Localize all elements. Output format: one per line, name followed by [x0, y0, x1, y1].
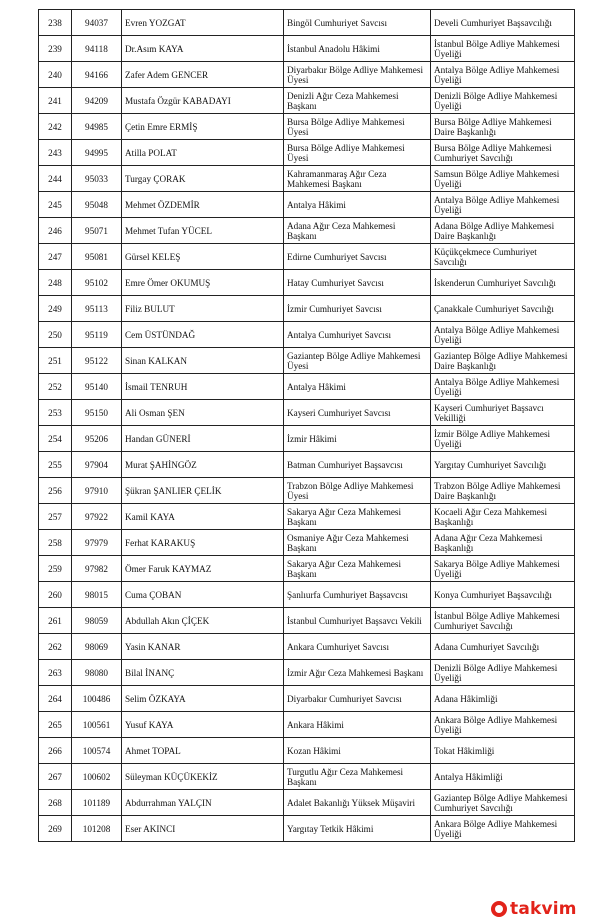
row-number: 260: [39, 582, 72, 608]
table-body: [39, 10, 575, 842]
row-number: 251: [39, 348, 72, 374]
new-post: İskenderun Cumhuriyet Savcılığı: [431, 270, 575, 296]
new-post: Adana Ağır Ceza Mahkemesi Başkanlığı: [431, 530, 575, 556]
current-post: Kayseri Cumhuriyet Savcısı: [284, 400, 431, 426]
current-post: Osmaniye Ağır Ceza Mahkemesi Başkanı: [284, 530, 431, 556]
row-number: 239: [39, 36, 72, 62]
new-post: Denizli Bölge Adliye Mahkemesi Üyeliği: [431, 660, 575, 686]
person-name: Ömer Faruk KAYMAZ: [122, 556, 284, 582]
person-name: Mehmet ÖZDEMİR: [122, 192, 284, 218]
new-post: İzmir Bölge Adliye Mahkemesi Üyeliği: [431, 426, 575, 452]
table-row: [39, 556, 575, 582]
new-post: Antalya Bölge Adliye Mahkemesi Üyeliği: [431, 62, 575, 88]
new-post: Antalya Hâkimliği: [431, 764, 575, 790]
current-post: Kozan Hâkimi: [284, 738, 431, 764]
registry-number: 95048: [72, 192, 122, 218]
table-row: [39, 686, 575, 712]
row-number: 267: [39, 764, 72, 790]
current-post: Bursa Bölge Adliye Mahkemesi Üyesi: [284, 140, 431, 166]
row-number: 246: [39, 218, 72, 244]
registry-number: 95071: [72, 218, 122, 244]
new-post: Tokat Hâkimliği: [431, 738, 575, 764]
current-post: Adana Ağır Ceza Mahkemesi Başkanı: [284, 218, 431, 244]
registry-number: 100574: [72, 738, 122, 764]
registry-number: 94166: [72, 62, 122, 88]
row-number: 244: [39, 166, 72, 192]
current-post: Şanlıurfa Cumhuriyet Başsavcısı: [284, 582, 431, 608]
registry-number: 95206: [72, 426, 122, 452]
current-post: Ankara Cumhuriyet Savcısı: [284, 634, 431, 660]
table-row: [39, 10, 575, 36]
registry-number: 100486: [72, 686, 122, 712]
table-row: [39, 816, 575, 842]
table-row: [39, 582, 575, 608]
row-number: 245: [39, 192, 72, 218]
registry-number: 95113: [72, 296, 122, 322]
new-post: Bursa Bölge Adliye Mahkemesi Cumhuriyet Savcılığı: [431, 140, 575, 166]
new-post: İstanbul Bölge Adliye Mahkemesi Cumhuriyet Savcılığı: [431, 608, 575, 634]
new-post: Denizli Bölge Adliye Mahkemesi Üyeliği: [431, 88, 575, 114]
registry-number: 100561: [72, 712, 122, 738]
row-number: 253: [39, 400, 72, 426]
current-post: İstanbul Anadolu Hâkimi: [284, 36, 431, 62]
registry-number: 94985: [72, 114, 122, 140]
takvim-logo-icon: [491, 901, 507, 917]
person-name: Süleyman KÜÇÜKEKİZ: [122, 764, 284, 790]
new-post: Adana Hâkimliği: [431, 686, 575, 712]
registry-number: 98080: [72, 660, 122, 686]
registry-number: 98069: [72, 634, 122, 660]
new-post: Antalya Bölge Adliye Mahkemesi Üyeliği: [431, 192, 575, 218]
new-post: Kayseri Cumhuriyet Başsavcı Vekilliği: [431, 400, 575, 426]
registry-number: 97982: [72, 556, 122, 582]
person-name: Bilal İNANÇ: [122, 660, 284, 686]
person-name: Abdurrahman YALÇIN: [122, 790, 284, 816]
current-post: Batman Cumhuriyet Başsavcısı: [284, 452, 431, 478]
current-post: Trabzon Bölge Adliye Mahkemesi Üyesi: [284, 478, 431, 504]
new-post: Develi Cumhuriyet Başsavcılığı: [431, 10, 575, 36]
person-name: Selim ÖZKAYA: [122, 686, 284, 712]
current-post: Denizli Ağır Ceza Mahkemesi Başkanı: [284, 88, 431, 114]
row-number: 255: [39, 452, 72, 478]
registry-number: 95122: [72, 348, 122, 374]
current-post: Bursa Bölge Adliye Mahkemesi Üyesi: [284, 114, 431, 140]
row-number: 266: [39, 738, 72, 764]
person-name: Gürsel KELEŞ: [122, 244, 284, 270]
current-post: Gaziantep Bölge Adliye Mahkemesi Üyesi: [284, 348, 431, 374]
person-name: Eser AKINCI: [122, 816, 284, 842]
current-post: Bingöl Cumhuriyet Savcısı: [284, 10, 431, 36]
row-number: 258: [39, 530, 72, 556]
row-number: 241: [39, 88, 72, 114]
registry-number: 95150: [72, 400, 122, 426]
new-post: Bursa Bölge Adliye Mahkemesi Daire Başkanlığı: [431, 114, 575, 140]
row-number: 269: [39, 816, 72, 842]
table-row: [39, 296, 575, 322]
row-number: 252: [39, 374, 72, 400]
person-name: Yasin KANAR: [122, 634, 284, 660]
current-post: Edirne Cumhuriyet Savcısı: [284, 244, 431, 270]
current-post: Hatay Cumhuriyet Savcısı: [284, 270, 431, 296]
person-name: Mehmet Tufan YÜCEL: [122, 218, 284, 244]
table-row: [39, 504, 575, 530]
person-name: Evren YOZGAT: [122, 10, 284, 36]
table-row: [39, 712, 575, 738]
current-post: Diyarbakır Cumhuriyet Savcısı: [284, 686, 431, 712]
table-row: [39, 192, 575, 218]
current-post: Sakarya Ağır Ceza Mahkemesi Başkanı: [284, 556, 431, 582]
row-number: 257: [39, 504, 72, 530]
table-row: [39, 634, 575, 660]
person-name: Ahmet TOPAL: [122, 738, 284, 764]
registry-number: 97922: [72, 504, 122, 530]
person-name: Murat ŞAHİNGÖZ: [122, 452, 284, 478]
registry-number: 95119: [72, 322, 122, 348]
person-name: Turgay ÇORAK: [122, 166, 284, 192]
table-row: [39, 426, 575, 452]
person-name: Çetin Emre ERMİŞ: [122, 114, 284, 140]
current-post: Ankara Hâkimi: [284, 712, 431, 738]
current-post: Turgutlu Ağır Ceza Mahkemesi Başkanı: [284, 764, 431, 790]
new-post: Adana Cumhuriyet Savcılığı: [431, 634, 575, 660]
registry-number: 94209: [72, 88, 122, 114]
person-name: Zafer Adem GENCER: [122, 62, 284, 88]
person-name: Mustafa Özgür KABADAYI: [122, 88, 284, 114]
row-number: 238: [39, 10, 72, 36]
person-name: İsmail TENRUH: [122, 374, 284, 400]
table-row: [39, 322, 575, 348]
table-row: [39, 764, 575, 790]
current-post: Yargıtay Tetkik Hâkimi: [284, 816, 431, 842]
registry-number: 94118: [72, 36, 122, 62]
table-row: [39, 140, 575, 166]
table-row: [39, 738, 575, 764]
table-row: [39, 270, 575, 296]
registry-number: 97904: [72, 452, 122, 478]
registry-number: 100602: [72, 764, 122, 790]
person-name: Filiz BULUT: [122, 296, 284, 322]
current-post: İzmir Hâkimi: [284, 426, 431, 452]
row-number: 248: [39, 270, 72, 296]
row-number: 247: [39, 244, 72, 270]
person-name: Cuma ÇOBAN: [122, 582, 284, 608]
table-row: [39, 400, 575, 426]
row-number: 261: [39, 608, 72, 634]
registry-number: 95102: [72, 270, 122, 296]
person-name: Cem ÜSTÜNDAĞ: [122, 322, 284, 348]
registry-number: 97910: [72, 478, 122, 504]
registry-number: 101208: [72, 816, 122, 842]
current-post: Sakarya Ağır Ceza Mahkemesi Başkanı: [284, 504, 431, 530]
table-row: [39, 62, 575, 88]
table-row: [39, 166, 575, 192]
registry-number: 94995: [72, 140, 122, 166]
person-name: Yusuf KAYA: [122, 712, 284, 738]
table-row: [39, 88, 575, 114]
new-post: Samsun Bölge Adliye Mahkemesi Üyeliği: [431, 166, 575, 192]
takvim-watermark: [488, 898, 590, 920]
table-row: [39, 374, 575, 400]
current-post: İstanbul Cumhuriyet Başsavcı Vekili: [284, 608, 431, 634]
new-post: Yargıtay Cumhuriyet Savcılığı: [431, 452, 575, 478]
row-number: 259: [39, 556, 72, 582]
table-row: [39, 114, 575, 140]
new-post: Küçükçekmece Cumhuriyet Savcılığı: [431, 244, 575, 270]
current-post: Kahramanmaraş Ağır Ceza Mahkemesi Başkanı: [284, 166, 431, 192]
new-post: Konya Cumhuriyet Başsavcılığı: [431, 582, 575, 608]
new-post: Trabzon Bölge Adliye Mahkemesi Daire Başkanlığı: [431, 478, 575, 504]
registry-number: 95033: [72, 166, 122, 192]
appointment-table: [38, 9, 575, 842]
person-name: Dr.Asım KAYA: [122, 36, 284, 62]
current-post: Diyarbakır Bölge Adliye Mahkemesi Üyesi: [284, 62, 431, 88]
registry-number: 97979: [72, 530, 122, 556]
table-row: [39, 530, 575, 556]
table-row: [39, 36, 575, 62]
registry-number: 94037: [72, 10, 122, 36]
person-name: Handan GÜNERİ: [122, 426, 284, 452]
new-post: Kocaeli Ağır Ceza Mahkemesi Başkanlığı: [431, 504, 575, 530]
row-number: 240: [39, 62, 72, 88]
row-number: 249: [39, 296, 72, 322]
current-post: Adalet Bakanlığı Yüksek Müşaviri: [284, 790, 431, 816]
table-row: [39, 478, 575, 504]
table-row: [39, 660, 575, 686]
current-post: Antalya Hâkimi: [284, 192, 431, 218]
registry-number: 95081: [72, 244, 122, 270]
registry-number: 98059: [72, 608, 122, 634]
person-name: Ferhat KARAKUŞ: [122, 530, 284, 556]
watermark-text: takvim: [510, 899, 577, 919]
new-post: Gaziantep Bölge Adliye Mahkemesi Daire Başkanlığı: [431, 348, 575, 374]
person-name: Kamil KAYA: [122, 504, 284, 530]
table-row: [39, 244, 575, 270]
row-number: 263: [39, 660, 72, 686]
registry-number: 101189: [72, 790, 122, 816]
row-number: 265: [39, 712, 72, 738]
person-name: Abdullah Akın ÇİÇEK: [122, 608, 284, 634]
new-post: Ankara Bölge Adliye Mahkemesi Üyeliği: [431, 816, 575, 842]
current-post: İzmir Cumhuriyet Savcısı: [284, 296, 431, 322]
table-row: [39, 452, 575, 478]
person-name: Emre Ömer OKUMUŞ: [122, 270, 284, 296]
current-post: Antalya Cumhuriyet Savcısı: [284, 322, 431, 348]
new-post: Sakarya Bölge Adliye Mahkemesi Üyeliği: [431, 556, 575, 582]
row-number: 264: [39, 686, 72, 712]
new-post: Çanakkale Cumhuriyet Savcılığı: [431, 296, 575, 322]
current-post: İzmir Ağır Ceza Mahkemesi Başkanı: [284, 660, 431, 686]
table-row: [39, 790, 575, 816]
new-post: Antalya Bölge Adliye Mahkemesi Üyeliği: [431, 374, 575, 400]
table-row: [39, 218, 575, 244]
person-name: Şükran ŞANLIER ÇELİK: [122, 478, 284, 504]
table-row: [39, 348, 575, 374]
registry-number: 98015: [72, 582, 122, 608]
person-name: Ali Osman ŞEN: [122, 400, 284, 426]
table-row: [39, 608, 575, 634]
person-name: Atilla POLAT: [122, 140, 284, 166]
new-post: Gaziantep Bölge Adliye Mahkemesi Cumhuriyet Savcılığı: [431, 790, 575, 816]
row-number: 262: [39, 634, 72, 660]
new-post: İstanbul Bölge Adliye Mahkemesi Üyeliği: [431, 36, 575, 62]
new-post: Ankara Bölge Adliye Mahkemesi Üyeliği: [431, 712, 575, 738]
person-name: Sinan KALKAN: [122, 348, 284, 374]
row-number: 242: [39, 114, 72, 140]
new-post: Adana Bölge Adliye Mahkemesi Daire Başkanlığı: [431, 218, 575, 244]
row-number: 254: [39, 426, 72, 452]
new-post: Antalya Bölge Adliye Mahkemesi Üyeliği: [431, 322, 575, 348]
row-number: 250: [39, 322, 72, 348]
row-number: 243: [39, 140, 72, 166]
row-number: 256: [39, 478, 72, 504]
current-post: Antalya Hâkimi: [284, 374, 431, 400]
registry-number: 95140: [72, 374, 122, 400]
row-number: 268: [39, 790, 72, 816]
